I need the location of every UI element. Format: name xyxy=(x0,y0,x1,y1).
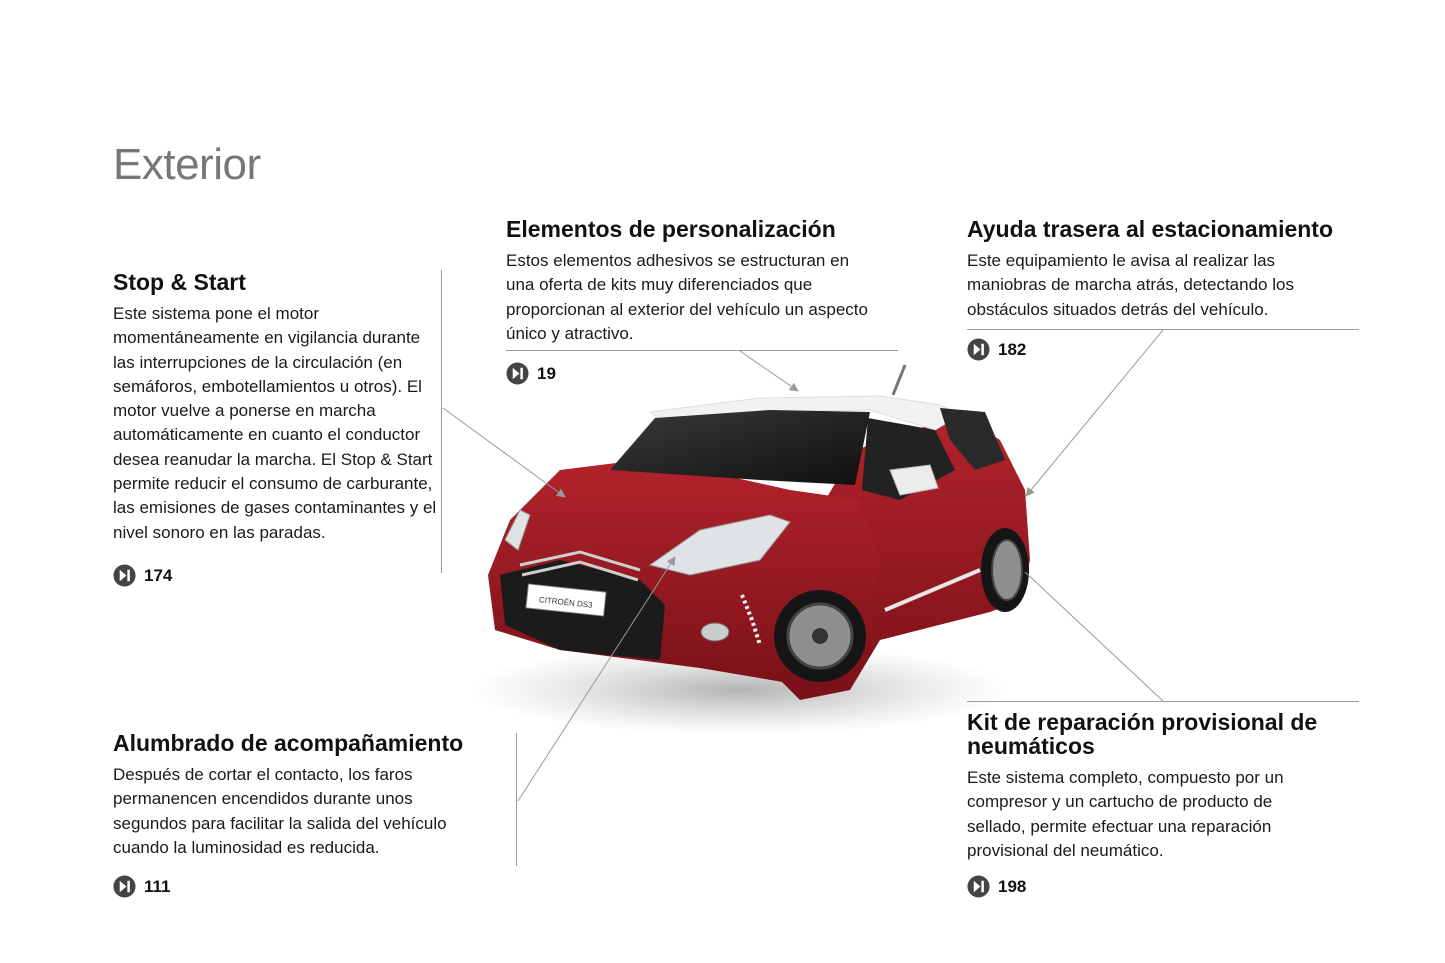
leader-kit-reparacion xyxy=(1025,572,1163,701)
alumbrado-page-number: 111 xyxy=(144,876,171,896)
kit-reparacion-title: Kit de reparación provisional de neumáticos xyxy=(967,709,1318,759)
personalizacion-title: Elementos de personalización xyxy=(506,216,836,242)
leader-ayuda-trasera xyxy=(1026,330,1163,496)
alumbrado-title: Alumbrado de acompañamiento xyxy=(113,730,464,756)
alumbrado-body: Después de cortar el contacto, los faros permanencen encendidos durante unos segundos para facilitar la salida del vehículo cuando la luminosidad es reducida. xyxy=(113,765,447,857)
stop-start-title: Stop & Start xyxy=(113,269,246,295)
personalizacion-page-number: 19 xyxy=(537,363,556,383)
page-title: Exterior xyxy=(113,140,261,189)
kit-reparacion-body: Este sistema completo, compuesto por un compresor y un cartucho de producto de sellado, permite efectuar una reparación provisional del neumático. xyxy=(967,768,1284,860)
ayuda-trasera-page-number: 182 xyxy=(998,339,1027,359)
car-rear-rim xyxy=(992,540,1022,600)
personalizacion-body: Estos elementos adhesivos se estructuran en una oferta de kits muy diferenciados que proporcionan al exterior del vehículo un aspecto único y atractivo. xyxy=(506,251,868,343)
ayuda-trasera-title: Ayuda trasera al estacionamiento xyxy=(967,216,1334,242)
car-fog-light xyxy=(701,623,729,641)
car-plate-text: CITROËN DS3 xyxy=(538,595,593,610)
car-antenna xyxy=(893,365,905,395)
leader-stop-start xyxy=(443,408,565,497)
leader-personalizacion xyxy=(740,351,798,391)
stop-start-body: Este sistema pone el motor momentáneamente en vigilancia durante las interrupciones de la circulación (en semáforos, embotellamientos u otros). El motor vuelve a ponerse en marcha automáticamente en cuanto el conductor desea reanudar la marcha. El Stop & Start permite reducir el consumo de carburante, las emisiones de gases contaminantes y el nivel sonoro en las paradas. xyxy=(113,304,437,542)
stop-start-page-number: 174 xyxy=(144,565,173,585)
car-front-hub xyxy=(812,628,828,644)
ayuda-trasera-body: Este equipamiento le avisa al realizar las maniobras de marcha atrás, detectando los obstáculos situados detrás del vehículo. xyxy=(967,251,1294,319)
kit-reparacion-page-number: 198 xyxy=(998,876,1027,896)
